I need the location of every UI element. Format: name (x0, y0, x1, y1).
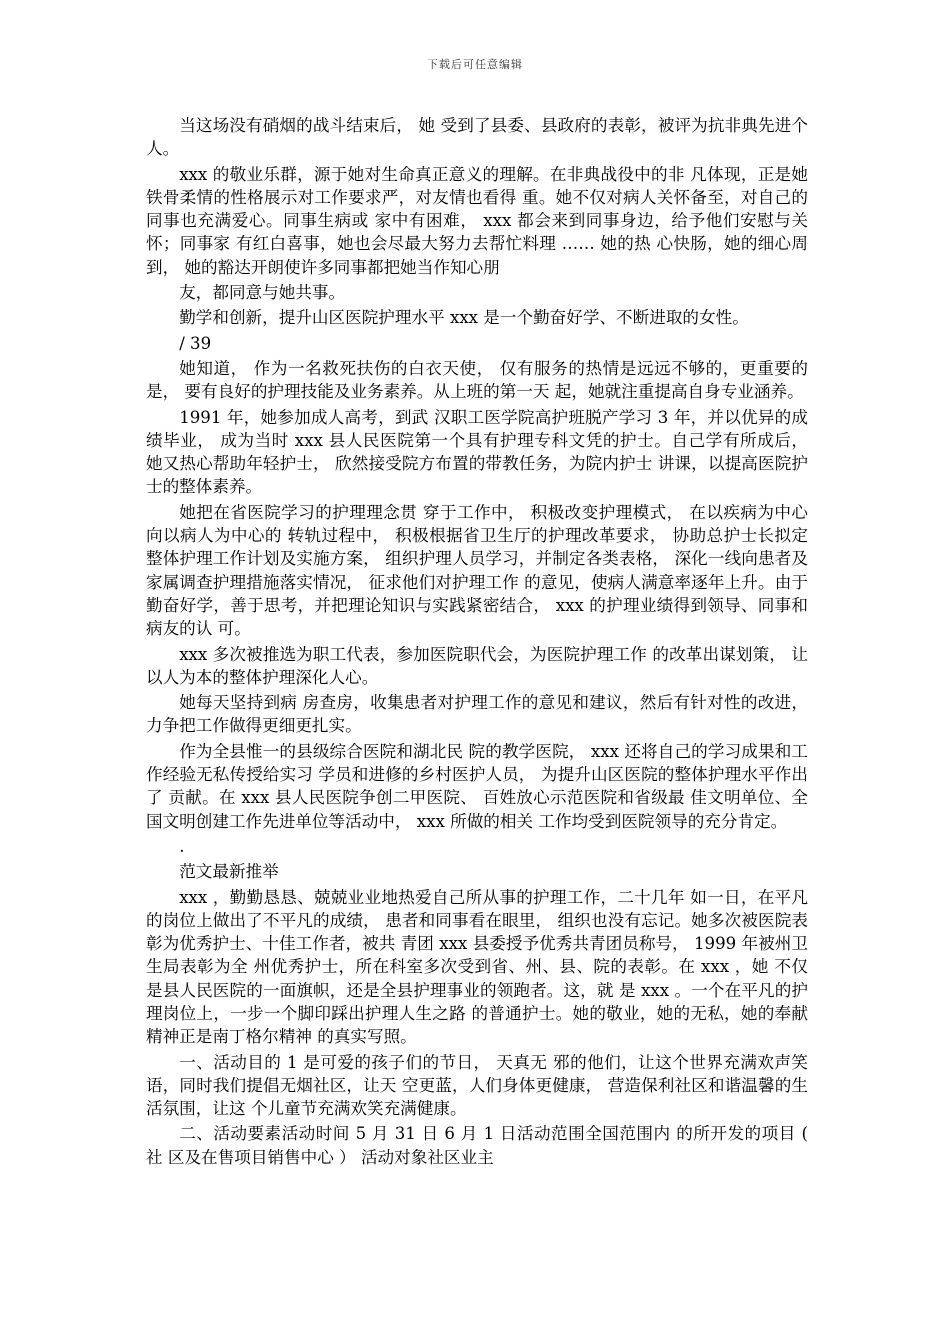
paragraph: xxx 的敬业乐群，源于她对生命真正意义的理解。在非典战役中的非 凡体现，正是她铁骨柔情的性格展示对工作要求严，对友情也看得 重。她不仅对病人关怀备至，对自己的同事也充满爱心。同事生病或 家中有困难， xxx 都会来到同事身边，给予他们安慰与关怀；同事家 有红白喜事，她也会尽最大努力去帮忙料理 …… 她的热 心快肠，她的细心周到， 她的豁达开朗使许多同事都把她当作知心朋 (146, 164, 808, 277)
paragraph: 友，都同意与她共事。 (179, 283, 346, 303)
section-heading: 范文最新推举 (179, 862, 279, 882)
paragraph: 当这场没有硝烟的战斗结束后， 她 受到了县委、县政府的表彰，被评为抗非典先进个人。 (146, 116, 808, 159)
paragraph: 勤学和创新，提升山区医院护理水平 xxx 是一个勤奋好学、不断进取的女性。 (179, 308, 749, 328)
document-body (146, 114, 808, 1171)
page-number: / 39 (179, 333, 212, 353)
paragraph: 她每天坚持到病 房查房，收集患者对护理工作的意见和建议，然后有针对性的改进， 力争把工作做得更细更扎实。 (146, 693, 808, 736)
paragraph: 作为全县惟一的县级综合医院和湖北民 院的教学医院， xxx 还将自己的学习成果和工作经验无私传授给实习 学员和进修的乡村医护人员， 为提升山区医院的整体护理水平作出了 贡献。在 xxx 县人民医院争创二甲医院、 百姓放心示范医院和省级最 佳文明单位、全国文明创建工作先进单位等活动中， xxx 所做的相关 工作均受到医院领导的充分肯定。 (146, 741, 808, 831)
paragraph: xxx ，勤勤恳恳、兢兢业业地热爱自己所从事的护理工作，二十几年 如一日，在平凡的岗位上做出了不平凡的成绩， 患者和同事看在眼里， 组织也没有忘记。她多次被医院表彰为优秀护士、十佳工作者，被共 青团 xxx 县委授予优秀共青团员称号， 1999 年被州卫生局表彰为全 州优秀护士，所在科室多次受到省、州、县、院的表彰。在 xxx ，她 不仅是县人民医院的一面旗帜，还是全县护理事业的领跑者。这，就 是 xxx 。一个在平凡的护理岗位上，一步一个脚印踩出护理人生之路 的普通护士。她的敬业，她的无私，她的奉献精神正是南丁格尔精神 的真实写照。 (146, 887, 808, 1047)
paragraph: 她把在省医院学习的护理理念贯 穿于工作中， 积极改变护理模式， 在以疾病为中心向以病人为中心的 转轨过程中， 积极根据省卫生厅的护理改革要求， 协助总护士长拟定 整体护理工作计划及实施方案， 组织护理人员学习，并制定各类表格， 深化一线向患者及家属调查护理措施落实情况， 征求他们对护理工作 的意见，使病人满意率逐年上升。由于勤奋好学，善于思考，并把理论知识与实践紧密结合， xxx 的护理业绩得到领导、同事和病友的认 可。 (146, 502, 808, 639)
paragraph: 一、活动目的 1 是可爱的孩子们的节日， 天真无 邪的他们，让这个世界充满欢声笑语，同时我们提倡无烟社区，让天 空更蓝，人们身体更健康， 营造保利社区和谐温馨的生活氛围，让这 个儿童节充满欢笑充满健康。 (146, 1052, 808, 1119)
paragraph: 她知道， 作为一名救死扶伤的白衣天使， 仅有服务的热情是远远不够的，更重要的是， 要有良好的护理技能及业务素养。从上班的第一天 起，她就注重提高自身专业涵养。 (146, 358, 808, 402)
paragraph: 1991 年，她参加成人高考，到武 汉职工医学院高护班脱产学习 3 年，并以优异的成绩毕业， 成为当时 xxx 县人民医院第一个具有护理专科文凭的护士。自己学有所成后， 她又热心帮助年轻护士， 欣然接受院方布置的带教任务，为院内护士 讲课，以提高医院护士的整体素养。 (146, 407, 808, 497)
paragraph: 二、活动要素活动时间 5 月 31 日 6 月 1 日活动范围全国范围内 的所开发的项目 ( 社 区及在售项目销售中心 ） 活动对象社区业主 (146, 1124, 808, 1167)
paragraph: xxx 多次被推选为职工代表，参加医院职代会，为医院护理工作 的改革出谋划策， 让以人为本的整体护理深化人心。 (146, 644, 808, 687)
page-header: 下载后可任意编辑 (427, 58, 523, 71)
separator-dot: . (179, 836, 185, 856)
